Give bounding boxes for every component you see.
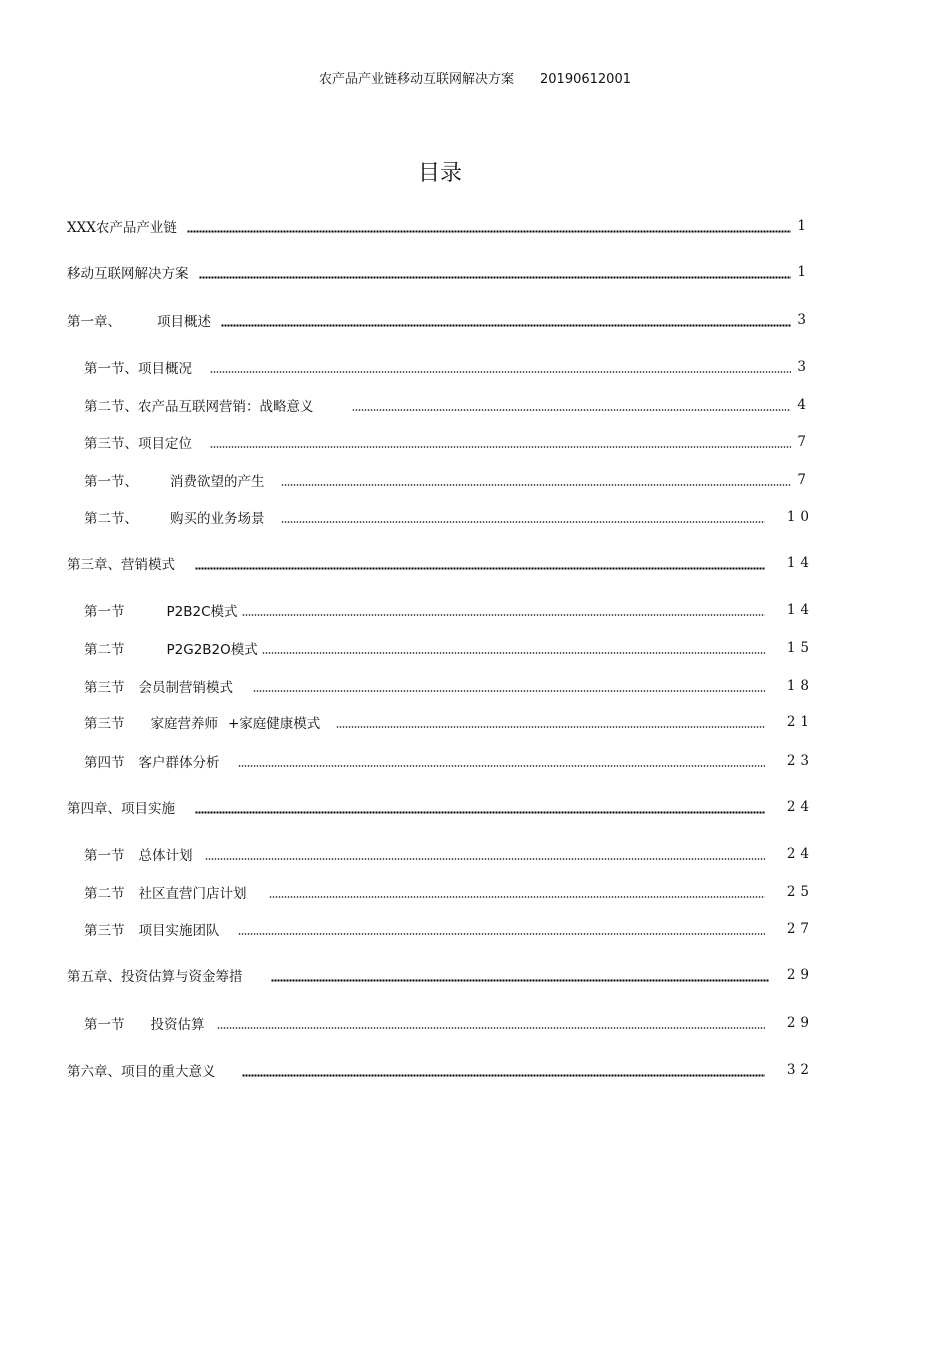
toc-entry[interactable]: [84, 470, 811, 490]
leader-dots: [242, 1074, 765, 1077]
toc-entry-page: 27: [786, 921, 814, 937]
toc-entry-page: 3: [797, 359, 811, 375]
toc-entry-label-2: 投资估算: [150, 1017, 205, 1033]
leader-dots: [253, 690, 765, 692]
toc-entry-page: 25: [786, 884, 814, 900]
toc-entry-label-2: 项目概述: [157, 314, 211, 330]
toc-entry[interactable]: [84, 507, 814, 527]
toc-entry-label: XXX农产品产业链: [67, 220, 177, 236]
toc-entry[interactable]: [84, 882, 814, 902]
leader-dots: [221, 324, 791, 327]
leader-dots: [195, 567, 765, 570]
leader-dots: [336, 726, 765, 728]
toc-entry[interactable]: [84, 357, 811, 377]
leader-dots: [205, 858, 765, 860]
toc-entry-label: 第一节、项目概况: [84, 361, 192, 377]
toc-entry[interactable]: [67, 965, 814, 985]
toc-entry[interactable]: [84, 395, 811, 415]
toc-entry-label: 第一节: [84, 848, 125, 864]
toc-entry-page: 18: [786, 678, 814, 694]
leader-dots: [271, 979, 769, 982]
toc-entry-label: 第二节: [84, 642, 125, 658]
toc-entry-page: 10: [786, 509, 814, 525]
leader-dots: [269, 896, 765, 898]
toc-entry-label-2: 购买的业务场景: [170, 511, 265, 527]
toc-entry-page: 4: [797, 397, 811, 413]
toc-entry[interactable]: [84, 432, 811, 452]
toc-entry-page: 3: [797, 312, 811, 328]
toc-entry-label: 第一节: [84, 604, 125, 620]
toc-entry-page: 23: [786, 753, 814, 769]
toc-entry-label-2: 会员制营销模式: [138, 680, 233, 696]
toc-entry-page: 7: [797, 472, 811, 488]
toc-entry[interactable]: [67, 1060, 814, 1080]
toc-entry-label-2: P2G2B2O模式: [166, 642, 258, 658]
toc-entry-label: 第一节、: [84, 474, 138, 490]
leader-dots: [187, 230, 792, 233]
header-doc-number: 20190612001: [540, 72, 631, 87]
toc-entry-label: 第三章、营销模式: [67, 557, 175, 573]
leader-dots: [199, 276, 792, 279]
toc-entry[interactable]: [67, 216, 811, 236]
toc-entry[interactable]: [84, 712, 814, 732]
toc-entry-label: 第二节、农产品互联网营销：战略意义: [84, 399, 314, 415]
toc-entry-label: 第六章、项目的重大意义: [67, 1064, 216, 1080]
toc-entry-label-2: 消费欲望的产生: [170, 474, 265, 490]
toc-entry-page: 29: [786, 967, 814, 983]
toc-entry[interactable]: [84, 919, 814, 939]
toc-entry-page: 1: [797, 218, 811, 234]
toc-entry-label: 第一节: [84, 1017, 125, 1033]
toc-entry-page: 29: [786, 1015, 814, 1031]
toc-entry[interactable]: [67, 553, 814, 573]
toc-entry-label: 第四章、项目实施: [67, 801, 175, 817]
toc-entry-page: 14: [786, 555, 814, 571]
toc-entry-page: 14: [786, 602, 814, 618]
toc-entry[interactable]: [84, 1013, 814, 1033]
toc-entry-label-2: P2B2C模式: [166, 604, 238, 620]
toc-entry-label-2: 项目实施团队: [138, 923, 220, 939]
toc-entry-label-2: 客户群体分析: [138, 755, 220, 771]
toc-entry-label: 第二节、: [84, 511, 138, 527]
toc-entry-label-2: 社区直营门店计划: [138, 886, 247, 902]
toc-entry-label: 移动互联网解决方案: [67, 266, 189, 282]
toc-entry-label: 第二节: [84, 886, 125, 902]
toc-entry-label: 第三节: [84, 716, 125, 732]
toc-entry-page: 24: [786, 799, 814, 815]
leader-dots: [281, 521, 765, 523]
leader-dots: [352, 409, 792, 411]
toc-entry-label: 第一章、: [67, 314, 121, 330]
toc-entry-label-2: 家庭营养师: [150, 716, 218, 732]
leader-dots: [281, 484, 792, 486]
leader-dots: [210, 371, 791, 373]
leader-dots: [195, 811, 765, 814]
toc-entry[interactable]: [84, 676, 814, 696]
toc-entry-page: 7: [797, 434, 811, 450]
toc-entry[interactable]: [84, 600, 814, 620]
leader-dots: [242, 614, 765, 616]
toc-entry-label: 第三节: [84, 680, 125, 696]
leader-dots: [238, 933, 765, 935]
toc-entry-label: 第三节: [84, 923, 125, 939]
toc-entry-label-2: 总体计划: [138, 848, 193, 864]
toc-entry-label-3: +家庭健康模式: [228, 716, 321, 732]
toc-entry-page: 32: [786, 1062, 814, 1078]
leader-dots: [217, 1027, 765, 1029]
leader-dots: [238, 765, 765, 767]
toc-entry[interactable]: [84, 751, 814, 771]
header-doc-title: 农产品产业链移动互联网解决方案: [319, 72, 515, 87]
toc-entry-page: 21: [786, 714, 814, 730]
leader-dots: [210, 446, 791, 448]
toc-entry[interactable]: [84, 638, 814, 658]
toc-entry[interactable]: [67, 797, 814, 817]
toc-entry-label: 第三节、项目定位: [84, 436, 192, 452]
toc-title: 目录: [417, 161, 462, 186]
leader-dots: [262, 652, 765, 654]
toc-entry[interactable]: [67, 262, 811, 282]
toc-entry-label: 第四节: [84, 755, 125, 771]
toc-entry[interactable]: [84, 844, 814, 864]
toc-entry-page: 15: [786, 640, 814, 656]
toc-entry-page: 24: [786, 846, 814, 862]
toc-entry-label: 第五章、投资估算与资金筹措: [67, 969, 243, 985]
toc-entry-page: 1: [797, 264, 811, 280]
toc-entry[interactable]: [67, 310, 811, 330]
